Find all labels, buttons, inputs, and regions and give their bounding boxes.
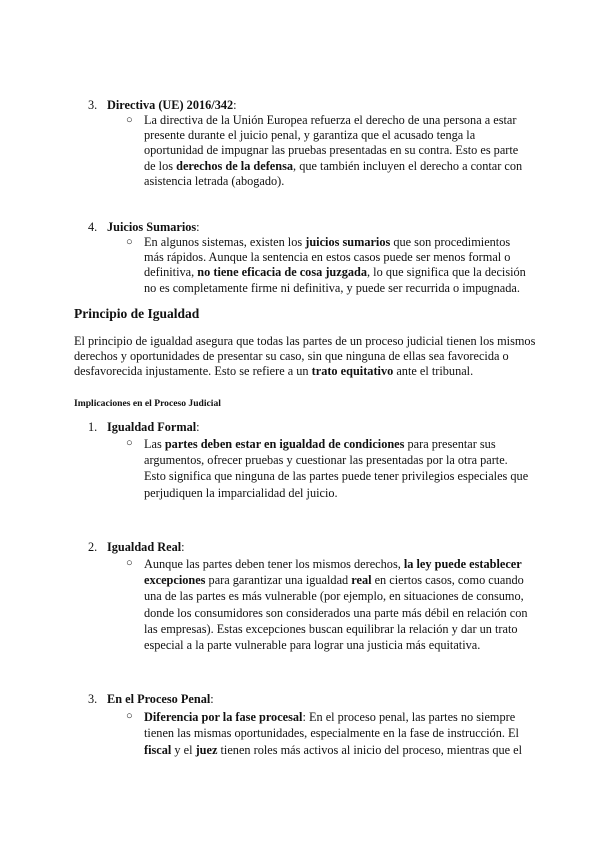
text-run: para garantizar una igualdad (205, 573, 352, 588)
text-run: una de las partes es más vulnerable (por ejemplo, en situaciones de consumo, (144, 589, 524, 604)
list-item-title: En el Proceso Penal: (107, 692, 214, 706)
text-run: para presentar sus (404, 437, 496, 451)
text-run: Las (144, 437, 165, 451)
text-run: perjudiquen la imparcialidad del juicio. (144, 485, 338, 500)
text-run: presente durante el juicio penal, y garantiza que el acusado tenga la (144, 128, 476, 143)
text-line (144, 725, 519, 741)
hollow-bullet-icon: ○ (126, 114, 133, 126)
text-line (144, 174, 516, 189)
text-run: : En el proceso penal, las partes no siempre (302, 710, 516, 724)
text-line (144, 113, 516, 128)
text-line (144, 637, 516, 653)
text-line (144, 265, 526, 280)
text-run: donde los consumidores son considerados una parte más débil en relación con (144, 605, 528, 620)
bold-text-run: partes deben estar en igualdad de condiciones (164, 437, 405, 451)
text-run: ante el tribunal. (393, 364, 474, 379)
text-line (144, 436, 516, 452)
bullet-text (144, 556, 528, 653)
bullet-text (144, 709, 523, 758)
text-run: derechos y oportunidades de presentar su caso, sin que ninguna de ellas sea favorecida o (74, 349, 509, 364)
text-line (144, 588, 524, 604)
hollow-bullet-icon: ○ (126, 710, 133, 722)
text-run: Esto significa que ninguna de las partes puede tener privilegios especiales que (144, 469, 529, 484)
text-line (144, 250, 516, 265)
list-item-title: Igualdad Formal: (107, 420, 200, 434)
text-run: Aunque las partes deben tener los mismos derechos, (144, 557, 404, 571)
section-heading: Principio de Igualdad (74, 306, 200, 321)
text-run: especial a la parte vulnerable para lograr una justicia más equitativa. (144, 638, 481, 653)
text-line (144, 556, 522, 572)
text-line (144, 709, 516, 725)
text-run: las empresas). Estas excepciones buscan equilibrar la relación y dar un trato (144, 621, 518, 636)
list-number: 2. (88, 540, 98, 554)
text-line (144, 572, 524, 588)
text-line (74, 349, 534, 364)
bold-text-run: juez (195, 742, 218, 757)
text-run: tienen roles más activos al inicio del proceso, mientras que el (217, 742, 523, 757)
text-line (144, 742, 523, 758)
text-run: y el (171, 742, 196, 757)
bold-text-run: excepciones (144, 573, 206, 588)
bullet-text (144, 113, 523, 189)
bold-text-run: juicios sumarios (305, 235, 391, 249)
text-run: En algunos sistemas, existen los (144, 235, 306, 249)
text-run: , que también incluyen el derecho a contar con (293, 158, 523, 173)
text-run: definitiva, (144, 265, 198, 280)
text-line (144, 235, 516, 250)
text-run: El principio de igualdad asegura que todas las partes de un proceso judicial tienen los mismos (74, 334, 536, 348)
text-run: asistencia letrada (abogado). (144, 173, 285, 188)
bullet-text (144, 235, 526, 296)
text-run: , lo que significa que la decisión (367, 265, 526, 280)
hollow-bullet-icon: ○ (126, 437, 133, 449)
list-item-title: Juicios Sumarios: (107, 220, 200, 234)
text-run: tienen las mismas oportunidades, especialmente en la fase de instrucción. El (144, 726, 519, 741)
text-line (74, 364, 534, 379)
text-run: oportunidad de impugnar las pruebas presentadas en su contra. Esto es parte (144, 143, 519, 158)
bold-text-run: derechos de la defensa (176, 158, 294, 173)
text-line (144, 621, 516, 637)
list-item-title: Directiva (UE) 2016/342: (107, 98, 237, 112)
bullet-text (144, 436, 529, 501)
text-run: argumentos, ofrecer pruebas y cuestionar las presentadas por la otra parte. (144, 453, 508, 468)
list-item-title: Igualdad Real: (107, 540, 185, 554)
text-line (144, 452, 516, 468)
list-number: 1. (88, 420, 98, 434)
text-line (74, 334, 534, 349)
text-line (144, 468, 529, 484)
text-line (144, 280, 520, 296)
text-run: en ciertos casos, como cuando (371, 573, 524, 588)
intro-paragraph (74, 334, 534, 380)
text-line (144, 143, 519, 158)
bold-text-run: no tiene eficacia de cosa juzgada (197, 265, 368, 280)
text-run: La directiva de la Unión Europea refuerza el derecho de una persona a estar (144, 113, 517, 127)
text-line (144, 485, 516, 501)
bold-text-run: la ley puede establecer (403, 557, 522, 571)
list-number: 3. (88, 98, 98, 112)
text-run: que son procedimientos (390, 235, 511, 249)
hollow-bullet-icon: ○ (126, 236, 133, 248)
bold-text-run: trato equitativo (311, 364, 394, 379)
text-line (144, 128, 516, 143)
hollow-bullet-icon: ○ (126, 557, 133, 569)
text-line (144, 605, 528, 621)
section-subheading: Implicaciones en el Proceso Judicial (74, 398, 221, 409)
text-run: de los (144, 158, 177, 173)
bold-text-run: Diferencia por la fase procesal (144, 710, 303, 724)
text-run: más rápidos. Aunque la sentencia en estos casos puede ser menos formal o (144, 250, 511, 265)
bold-text-run: real (351, 573, 372, 588)
list-number: 3. (88, 692, 98, 706)
bold-text-run: fiscal (144, 742, 172, 757)
text-line (144, 158, 523, 174)
list-number: 4. (88, 220, 98, 234)
text-run: desfavorecida injustamente. Esto se refiere a un (74, 364, 312, 379)
text-run: no es completamente firme ni definitiva, y puede ser recurrida o impugnada. (144, 280, 520, 295)
